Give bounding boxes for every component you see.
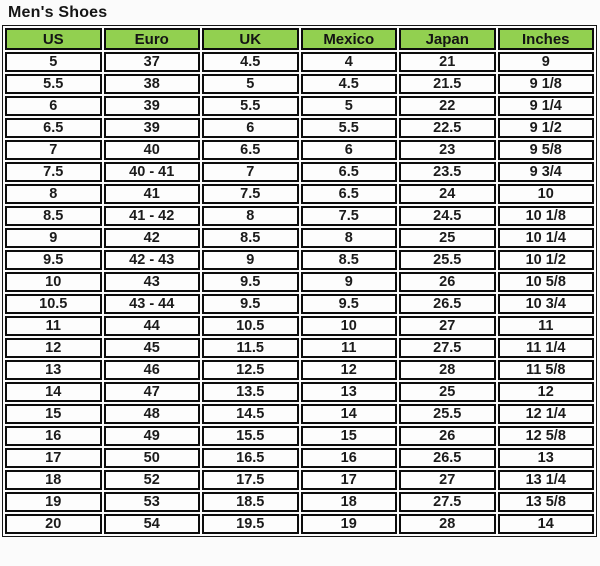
table-cell: 20 bbox=[5, 514, 102, 534]
table-cell: 14 bbox=[301, 404, 398, 424]
table-row bbox=[5, 360, 594, 380]
table-cell: 25 bbox=[399, 228, 496, 248]
table-cell: 10 1/4 bbox=[498, 228, 595, 248]
column-header: Inches bbox=[498, 28, 595, 50]
table-cell: 6 bbox=[202, 118, 299, 138]
table-cell: 40 bbox=[104, 140, 201, 160]
table-cell: 7.5 bbox=[301, 206, 398, 226]
table-cell: 14 bbox=[5, 382, 102, 402]
table-cell: 11 5/8 bbox=[498, 360, 595, 380]
table-cell: 12 1/4 bbox=[498, 404, 595, 424]
table-cell: 9.5 bbox=[202, 272, 299, 292]
table-cell: 5.5 bbox=[202, 96, 299, 116]
table-cell: 9 1/2 bbox=[498, 118, 595, 138]
column-header: US bbox=[5, 28, 102, 50]
table-cell: 42 - 43 bbox=[104, 250, 201, 270]
table-cell: 6.5 bbox=[301, 162, 398, 182]
table-cell: 15 bbox=[5, 404, 102, 424]
table-cell: 19.5 bbox=[202, 514, 299, 534]
table-row bbox=[5, 272, 594, 292]
table-cell: 24 bbox=[399, 184, 496, 204]
column-header: UK bbox=[202, 28, 299, 50]
table-cell: 18.5 bbox=[202, 492, 299, 512]
table-row bbox=[5, 338, 594, 358]
table-cell: 10 5/8 bbox=[498, 272, 595, 292]
table-cell: 5.5 bbox=[5, 74, 102, 94]
table-cell: 13 1/4 bbox=[498, 470, 595, 490]
table-row bbox=[5, 250, 594, 270]
table-row bbox=[5, 514, 594, 534]
size-conversion-table bbox=[2, 25, 597, 537]
table-cell: 10 3/4 bbox=[498, 294, 595, 314]
table-cell: 6 bbox=[5, 96, 102, 116]
table-cell: 37 bbox=[104, 52, 201, 72]
table-cell: 10 bbox=[498, 184, 595, 204]
table-cell: 6 bbox=[301, 140, 398, 160]
table-cell: 19 bbox=[301, 514, 398, 534]
table-cell: 5 bbox=[301, 96, 398, 116]
page-title: Men's Shoes bbox=[8, 4, 108, 21]
table-cell: 12 bbox=[5, 338, 102, 358]
table-cell: 27.5 bbox=[399, 492, 496, 512]
table-cell: 10.5 bbox=[5, 294, 102, 314]
table-cell: 22 bbox=[399, 96, 496, 116]
table-cell: 10 1/2 bbox=[498, 250, 595, 270]
table-cell: 13 bbox=[498, 448, 595, 468]
column-header: Mexico bbox=[301, 28, 398, 50]
table-cell: 25 bbox=[399, 382, 496, 402]
table-cell: 26 bbox=[399, 272, 496, 292]
table-cell: 28 bbox=[399, 514, 496, 534]
table-cell: 9 1/8 bbox=[498, 74, 595, 94]
table-cell: 7.5 bbox=[202, 184, 299, 204]
table-cell: 9 bbox=[202, 250, 299, 270]
column-header: Euro bbox=[104, 28, 201, 50]
column-header: Japan bbox=[399, 28, 496, 50]
table-cell: 9.5 bbox=[5, 250, 102, 270]
table-cell: 15.5 bbox=[202, 426, 299, 446]
table-row bbox=[5, 426, 594, 446]
table-cell: 8 bbox=[301, 228, 398, 248]
table-cell: 5.5 bbox=[301, 118, 398, 138]
table-row bbox=[5, 96, 594, 116]
table-cell: 47 bbox=[104, 382, 201, 402]
table-cell: 43 bbox=[104, 272, 201, 292]
table-cell: 12 5/8 bbox=[498, 426, 595, 446]
table-cell: 14.5 bbox=[202, 404, 299, 424]
table-cell: 17 bbox=[5, 448, 102, 468]
table-cell: 4 bbox=[301, 52, 398, 72]
table-cell: 14 bbox=[498, 514, 595, 534]
table-cell: 6.5 bbox=[202, 140, 299, 160]
table-cell: 23.5 bbox=[399, 162, 496, 182]
table-row bbox=[5, 206, 594, 226]
table-row bbox=[5, 492, 594, 512]
table-cell: 27 bbox=[399, 470, 496, 490]
table-cell: 54 bbox=[104, 514, 201, 534]
table-cell: 26.5 bbox=[399, 448, 496, 468]
table-row bbox=[5, 228, 594, 248]
header-row bbox=[5, 28, 594, 50]
table-cell: 48 bbox=[104, 404, 201, 424]
table-cell: 24.5 bbox=[399, 206, 496, 226]
table-row bbox=[5, 316, 594, 336]
table-row bbox=[5, 184, 594, 204]
table-cell: 16 bbox=[301, 448, 398, 468]
table-cell: 21 bbox=[399, 52, 496, 72]
table-cell: 5 bbox=[5, 52, 102, 72]
table-cell: 16.5 bbox=[202, 448, 299, 468]
table-cell: 23 bbox=[399, 140, 496, 160]
table-cell: 9 1/4 bbox=[498, 96, 595, 116]
table-cell: 39 bbox=[104, 118, 201, 138]
table-row bbox=[5, 74, 594, 94]
table-cell: 25.5 bbox=[399, 404, 496, 424]
table-cell: 4.5 bbox=[202, 52, 299, 72]
table-cell: 38 bbox=[104, 74, 201, 94]
table-cell: 26 bbox=[399, 426, 496, 446]
table-row bbox=[5, 404, 594, 424]
table-cell: 13 bbox=[5, 360, 102, 380]
table-cell: 13 bbox=[301, 382, 398, 402]
table-row bbox=[5, 448, 594, 468]
table-cell: 5 bbox=[202, 74, 299, 94]
table-cell: 10.5 bbox=[202, 316, 299, 336]
table-cell: 9 5/8 bbox=[498, 140, 595, 160]
table-cell: 10 bbox=[5, 272, 102, 292]
table-cell: 10 1/8 bbox=[498, 206, 595, 226]
table-cell: 49 bbox=[104, 426, 201, 446]
table-cell: 27.5 bbox=[399, 338, 496, 358]
table-cell: 45 bbox=[104, 338, 201, 358]
table-cell: 27 bbox=[399, 316, 496, 336]
table-cell: 9 bbox=[5, 228, 102, 248]
table-cell: 8.5 bbox=[301, 250, 398, 270]
table-cell: 41 bbox=[104, 184, 201, 204]
table-cell: 19 bbox=[5, 492, 102, 512]
table-cell: 46 bbox=[104, 360, 201, 380]
table-cell: 8 bbox=[5, 184, 102, 204]
table-cell: 53 bbox=[104, 492, 201, 512]
table-cell: 9.5 bbox=[202, 294, 299, 314]
table-cell: 40 - 41 bbox=[104, 162, 201, 182]
table-row bbox=[5, 140, 594, 160]
table-cell: 11 bbox=[498, 316, 595, 336]
table-cell: 12 bbox=[498, 382, 595, 402]
table-cell: 12.5 bbox=[202, 360, 299, 380]
table-cell: 4.5 bbox=[301, 74, 398, 94]
table-cell: 8.5 bbox=[5, 206, 102, 226]
table-cell: 13.5 bbox=[202, 382, 299, 402]
table-cell: 6.5 bbox=[5, 118, 102, 138]
table-cell: 44 bbox=[104, 316, 201, 336]
table-row bbox=[5, 52, 594, 72]
table-cell: 11 bbox=[5, 316, 102, 336]
table-cell: 9.5 bbox=[301, 294, 398, 314]
table-cell: 11 1/4 bbox=[498, 338, 595, 358]
table-cell: 18 bbox=[301, 492, 398, 512]
table-cell: 17 bbox=[301, 470, 398, 490]
table-cell: 25.5 bbox=[399, 250, 496, 270]
table-cell: 8.5 bbox=[202, 228, 299, 248]
table-cell: 7 bbox=[202, 162, 299, 182]
table-cell: 50 bbox=[104, 448, 201, 468]
table-cell: 11.5 bbox=[202, 338, 299, 358]
table-row bbox=[5, 162, 594, 182]
table-cell: 6.5 bbox=[301, 184, 398, 204]
table-cell: 16 bbox=[5, 426, 102, 446]
table-cell: 39 bbox=[104, 96, 201, 116]
table-cell: 8 bbox=[202, 206, 299, 226]
table-cell: 9 bbox=[301, 272, 398, 292]
table-cell: 9 bbox=[498, 52, 595, 72]
table-cell: 7 bbox=[5, 140, 102, 160]
table-cell: 41 - 42 bbox=[104, 206, 201, 226]
table-cell: 26.5 bbox=[399, 294, 496, 314]
table-cell: 13 5/8 bbox=[498, 492, 595, 512]
size-table-body bbox=[5, 52, 594, 534]
table-row bbox=[5, 382, 594, 402]
table-cell: 10 bbox=[301, 316, 398, 336]
table-cell: 18 bbox=[5, 470, 102, 490]
table-cell: 52 bbox=[104, 470, 201, 490]
table-cell: 15 bbox=[301, 426, 398, 446]
table-cell: 42 bbox=[104, 228, 201, 248]
table-cell: 9 3/4 bbox=[498, 162, 595, 182]
table-cell: 17.5 bbox=[202, 470, 299, 490]
table-row bbox=[5, 118, 594, 138]
size-table-head bbox=[5, 28, 594, 50]
table-row bbox=[5, 470, 594, 490]
table-cell: 12 bbox=[301, 360, 398, 380]
table-cell: 11 bbox=[301, 338, 398, 358]
table-cell: 28 bbox=[399, 360, 496, 380]
table-row bbox=[5, 294, 594, 314]
table-cell: 21.5 bbox=[399, 74, 496, 94]
table-cell: 7.5 bbox=[5, 162, 102, 182]
table-cell: 43 - 44 bbox=[104, 294, 201, 314]
table-cell: 22.5 bbox=[399, 118, 496, 138]
